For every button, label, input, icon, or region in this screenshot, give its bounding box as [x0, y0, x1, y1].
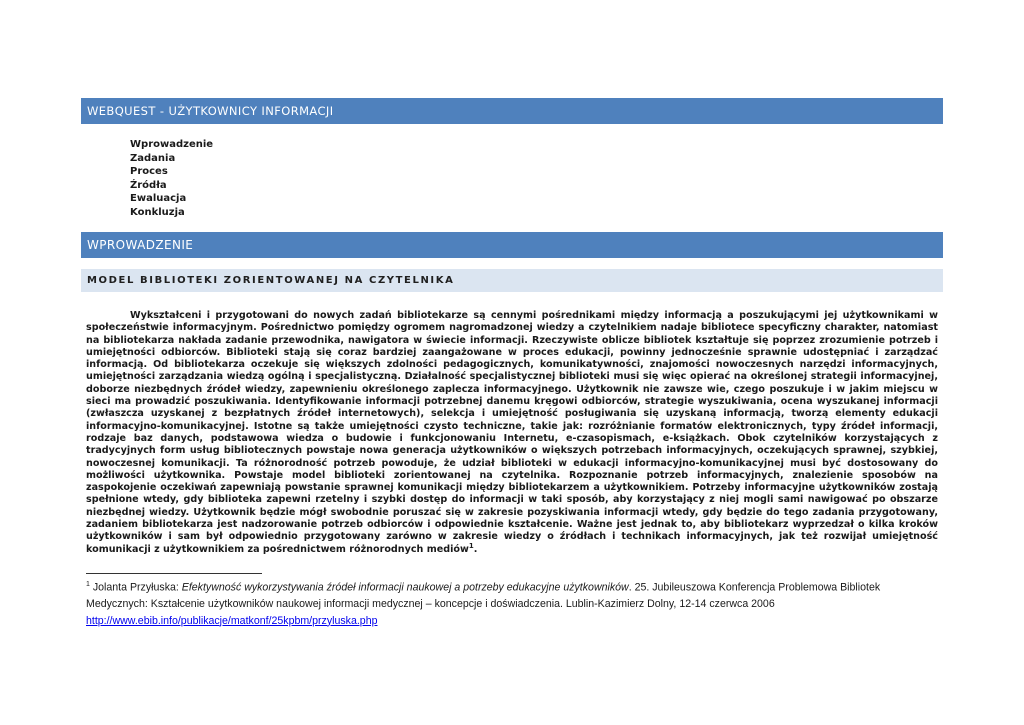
footnote-reference[interactable]: 1 — [468, 541, 474, 550]
section-heading: WPROWADZENIE — [87, 238, 194, 252]
toc-item-proces[interactable]: Proces — [130, 166, 168, 177]
page-title-bar — [81, 98, 943, 124]
toc-item-konkluzja[interactable]: Konkluzja — [130, 206, 185, 218]
toc-item-ewaluacja[interactable]: Ewaluacja — [130, 193, 187, 204]
footnote — [86, 577, 938, 629]
body-paragraph-text: Wykształceni i przygotowani do nowych zadań bibliotekarze są cennymi pośrednikami między informacją a poszukującymi jej użytkownikami w społeczeństwie informacyjnym. Pośrednictwo pomiędzy ogromem nagromadzonej wiedzy a czytelnikiem nadaje bibliotece specyficzny charakter, natomiast na bibliotekarza nakłada zadanie przewodnika, nawigatora w świecie informacji. Rzeczywiste oblicze bibliotek kształtuje się poprzez zrozumienie potrzeb i umiejętności odbiorców. Biblioteki stają się coraz bardziej zaangażowane w proces edukacji, powinny jednocześnie sprawnie udostępniać i zarządzać informacją. Od bibliotekarza oczekuje się większych zdolności pedagogicznych, komunikatywności, znajomości nowoczesnych narzędzi informacyjnych, umiejętności zarządzania wiedzą ogólną i specjalistyczną. Działalność specjalistycznej biblioteki musi się więc opierać na określonej strategii informacyjnej, doborze niezbędnych źródeł wiedzy, zapewnieniu określonego zaplecza informacyjnego. Użytkownik nie zawsze wie, czego poszukuje i w jakim miejscu w sieci ma prowadzić poszukiwania. Identyfikowanie informacji potrzebnej danemu kręgowi odbiorców, strategie wyszukiwania, ocena wyszukanej informacji (zwłaszcza uzyskanej z bezpłatnych źródeł internetowych), selekcja i umiejętność posługiwania się uzyskaną informacją, tworzą elementy edukacji informacyjno-komunikacyjnej. Istotne są także umiejętności czysto techniczne, takie jak: rozróżnianie formatów elektronicznych, typy źródeł informacji, rodzaje baz danych, podstawowa wiedza o budowie i funkcjonowaniu Internetu, e-czasopismach, e-książkach. Obok czytelników korzystających z tradycyjnych form usług bibliotecznych powstaje nowa generacja użytkowników o większych potrzebach informacyjnych, oczekujących sprawnej, szybkiej, nowoczesnej komunikacji. Ta różnorodność potrzeb powoduje, że udział biblioteki w edukacji informacyjno-komunikacyjnej musi być dostosowany do możliwości użytkownika. Powstaje model biblioteki zorientowanej na czytelnika. Rozpoznanie potrzeb informacyjnych, znalezienie sposobów na zaspokojenie oczekiwań zapewniają powstanie sprawnej komunikacji między bibliotekarzem a użytkownikiem. Potrzeby informacyjne użytkowników zostają spełnione wtedy, gdy biblioteka zapewni rzetelny i szybki dostęp do informacji w taki sposób, aby korzystający z niej mogli sami nawigować po obszarze niezbędnej wiedzy. Użytkownik będzie mógł swobodnie poruszać się w zakresie pozyskiwania informacji wtedy, gdy będzie do tego zadania przygotowany, zadaniem bibliotekarza jest nadzorowanie potrzeb odbiorców i odpowiednie kształcenie. Ważne jest jednak to, aby bibliotekarz wyprzedzał o kilka kroków użytkowników i sam był odpowiednio przygotowany zarówno w zakresie wiedzy o źródłach i technikach informacyjnych, jak też rozwijał umiejętność komunikacji z użytkownikiem za pośrednictwem różnorodnych mediów — [86, 310, 938, 555]
section-heading-bar — [81, 232, 943, 258]
body-end-punctuation: . — [473, 543, 478, 555]
body-paragraph — [86, 310, 938, 556]
subsection-heading: MODEL BIBLIOTEKI ZORIENTOWANEJ NA CZYTELNIKA — [87, 275, 455, 286]
footnote-author: Jolanta Przyłuska: — [92, 581, 179, 594]
toc-item-zrodla[interactable]: Źródła — [130, 179, 167, 191]
table-of-contents — [130, 138, 213, 219]
footnote-title: Efektywność wykorzystywania źródeł informacji naukowej a potrzeby edukacyjne użytkowników — [181, 581, 629, 594]
toc-item-wprowadzenie[interactable]: Wprowadzenie — [130, 139, 214, 150]
footnote-number: 1 — [86, 581, 90, 588]
footnote-link[interactable]: http://www.ebib.info/publikacje/matkonf/25kpbm/przyluska.php — [86, 614, 378, 627]
subsection-heading-bar — [81, 269, 943, 292]
toc-item-zadania[interactable]: Zadania — [130, 152, 176, 164]
footnote-details: . 25. Jubileuszowa Konferencja Problemowa Bibliotek Medycznych: Kształcenie użytkowników naukowej informacji medycznej – koncepcje i doświadczenia. Lublin-Kazimierz Dolny, 12-14 czerwca 2006 — [86, 581, 881, 611]
footnote-divider — [86, 573, 262, 574]
page-title: WEBQUEST - UŻYTKOWNICY INFORMACJI — [87, 104, 334, 118]
